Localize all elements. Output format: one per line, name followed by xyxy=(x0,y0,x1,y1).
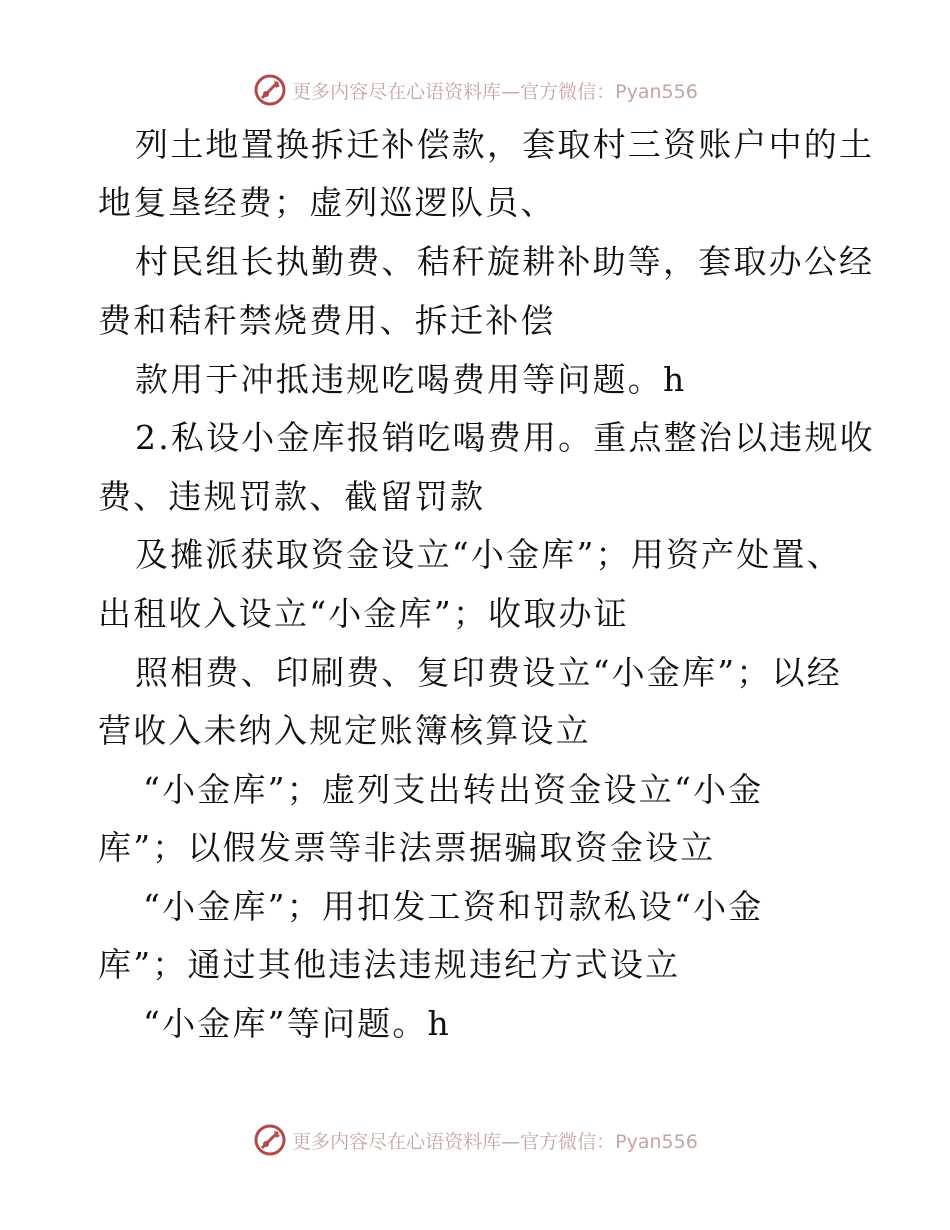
body-line: 费和秸秆禁烧费用、拆迁补偿 xyxy=(98,301,556,340)
body-line: 村民组长执勤费、秸秆旋耕补助等，套取办公经 xyxy=(135,242,875,281)
body-line: 款用于冲抵违规吃喝费用等问题。h xyxy=(135,360,687,399)
body-line: “小金库”；用扣发工资和罚款私设“小金 xyxy=(143,887,764,926)
body-line: 费、违规罚款、截留罚款 xyxy=(98,477,486,516)
body-line: 照相费、印刷费、复印费设立“小金库”；以经 xyxy=(135,653,842,692)
brand-logo-icon xyxy=(252,72,288,108)
body-line: 库”；通过其他违法违规违纪方式设立 xyxy=(98,945,681,984)
body-line: 营收入未纳入规定账簿核算设立 xyxy=(98,711,591,750)
body-line: 及摊派获取资金设立“小金库”；用资产处置、 xyxy=(135,535,842,574)
body-line: 地复垦经费；虚列巡逻队员、 xyxy=(98,183,556,222)
body-line: 出租收入设立“小金库”；收取办证 xyxy=(98,594,629,633)
body-line: 2.私设小金库报销吃喝费用。重点整治以违规收 xyxy=(135,418,875,457)
body-line: “小金库”等问题。h xyxy=(143,1004,451,1043)
header-banner xyxy=(0,70,950,110)
footer-banner-text: 更多内容尽在心语资料库—官方微信：Pyan556 xyxy=(292,1130,698,1153)
header-banner-text: 更多内容尽在心语资料库—官方微信：Pyan556 xyxy=(292,80,698,103)
body-line: “小金库”；虚列支出转出资金设立“小金 xyxy=(143,770,764,809)
brand-logo-icon xyxy=(252,1122,288,1158)
footer-banner xyxy=(0,1120,950,1160)
body-line: 列土地置换拆迁补偿款，套取村三资账户中的土 xyxy=(135,125,875,164)
body-line: 库”；以假发票等非法票据骗取资金设立 xyxy=(98,828,716,867)
